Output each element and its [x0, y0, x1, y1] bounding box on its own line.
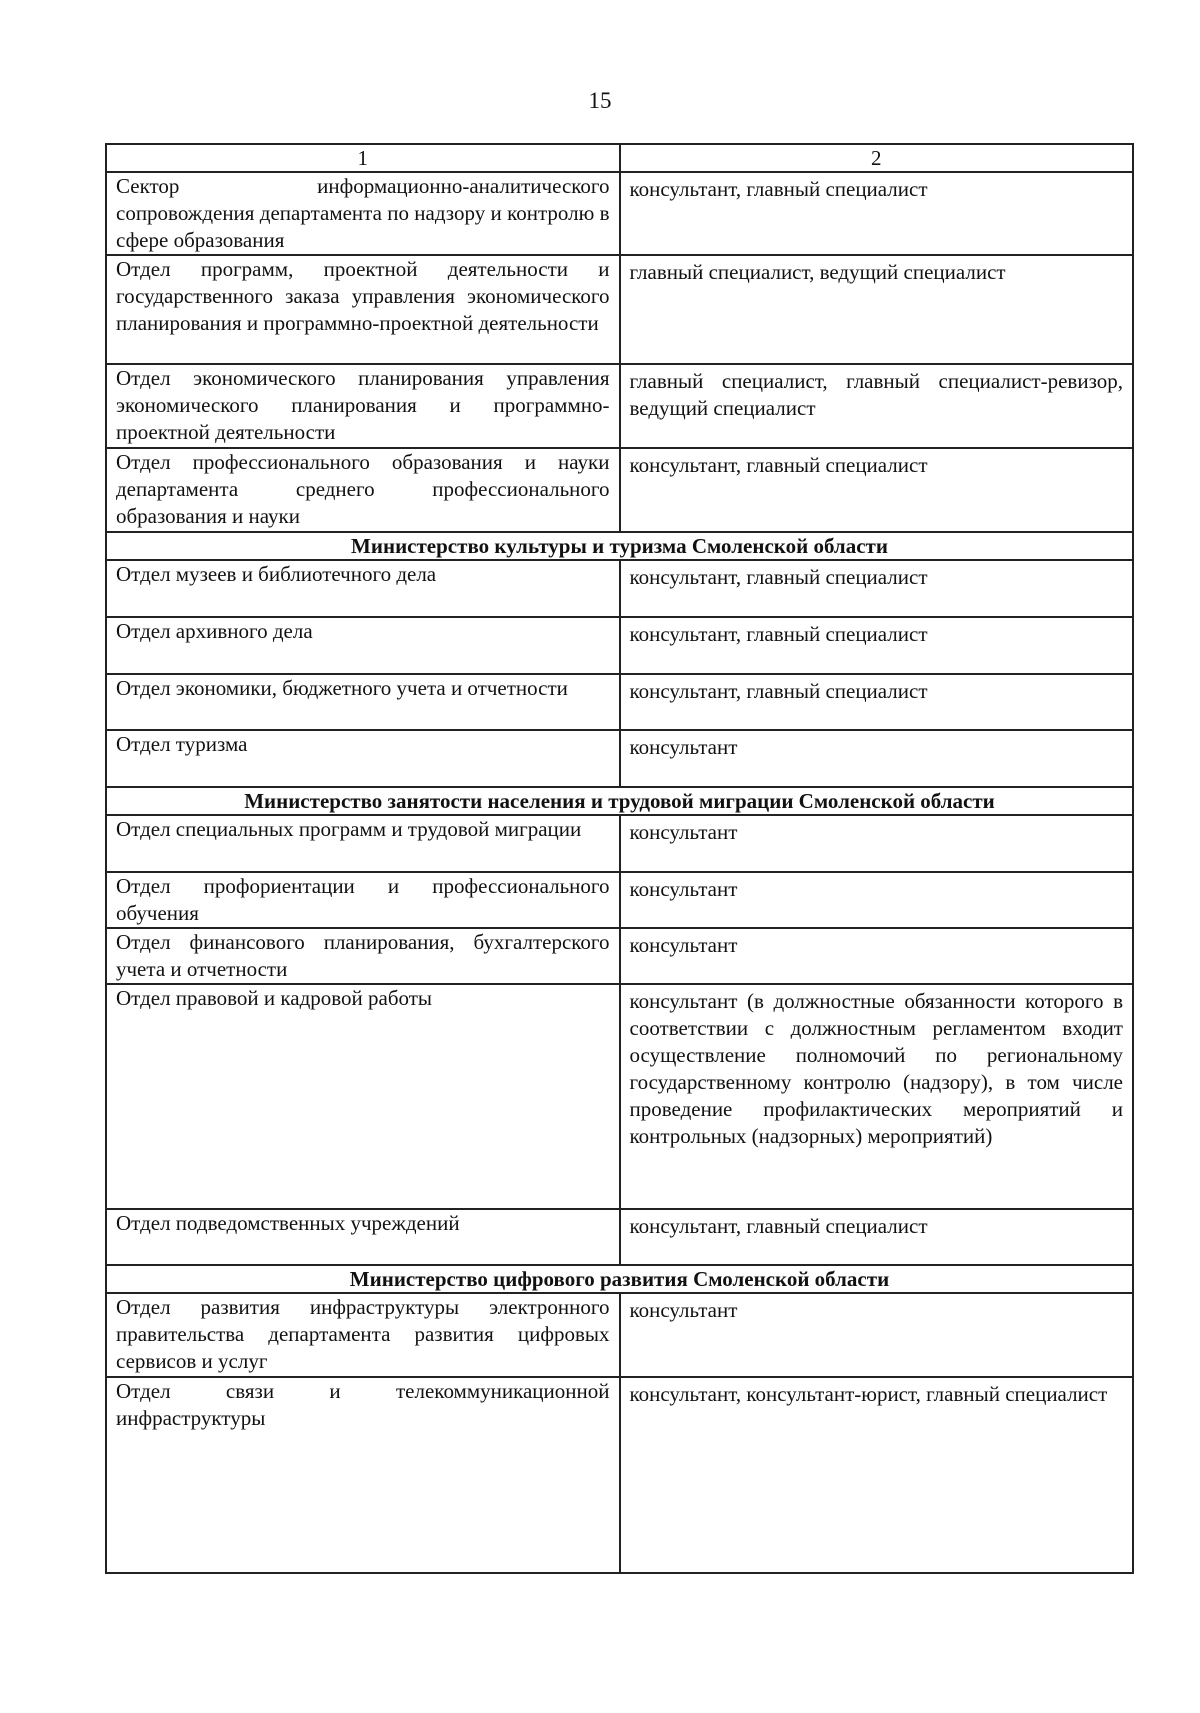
positions-cell: консультант, главный специалист [620, 560, 1134, 617]
department-cell: Отдел финансового планирования, бухгалтерского учета и отчетности [106, 928, 620, 984]
department-cell: Отдел экономического планирования управления экономического планирования и программно-проектной деятельности [106, 364, 620, 448]
positions-cell: консультант, главный специалист [620, 674, 1134, 730]
positions-cell: консультант [620, 928, 1134, 984]
section-heading-row [106, 787, 1133, 815]
table-row [106, 172, 1133, 255]
table-row [106, 1209, 1133, 1265]
positions-cell: консультант, главный специалист [620, 172, 1134, 255]
positions-cell: главный специалист, главный специалист-ревизор, ведущий специалист [620, 364, 1134, 448]
department-cell: Отдел развития инфраструктуры электронного правительства департамента развития цифровых сервисов и услуг [106, 1293, 620, 1377]
table-row [106, 617, 1133, 674]
positions-cell: главный специалист, ведущий специалист [620, 255, 1134, 364]
table-row [106, 674, 1133, 730]
positions-cell: консультант, главный специалист [620, 448, 1134, 532]
department-cell: Отдел правовой и кадровой работы [106, 984, 620, 1209]
positions-table [105, 143, 1134, 1574]
table-row [106, 872, 1133, 928]
positions-cell: консультант, главный специалист [620, 1209, 1134, 1265]
department-cell: Отдел подведомственных учреждений [106, 1209, 620, 1265]
positions-cell: консультант [620, 815, 1134, 872]
page-number: 15 [588, 88, 612, 113]
table-row [106, 815, 1133, 872]
section-heading-row [106, 532, 1133, 560]
department-cell: Отдел архивного дела [106, 617, 620, 674]
positions-cell: консультант [620, 872, 1134, 928]
table-header-row [106, 144, 1133, 172]
table-row [106, 255, 1133, 364]
table-row [106, 1293, 1133, 1377]
department-cell: Отдел туризма [106, 730, 620, 787]
section-heading: Министерство культуры и туризма Смоленской области [106, 532, 1133, 560]
department-cell: Отдел профессионального образования и науки департамента среднего профессионального образования и науки [106, 448, 620, 532]
department-cell: Отдел программ, проектной деятельности и государственного заказа управления экономического планирования и программно-проектной деятельности [106, 255, 620, 364]
table-row [106, 560, 1133, 617]
department-cell: Отдел связи и телекоммуникационной инфраструктуры [106, 1377, 620, 1573]
section-heading: Министерство занятости населения и трудовой миграции Смоленской области [106, 787, 1133, 815]
column-header-1: 1 [106, 144, 620, 172]
table-row [106, 730, 1133, 787]
department-cell: Отдел профориентации и профессионального обучения [106, 872, 620, 928]
column-header-2: 2 [620, 144, 1134, 172]
section-heading-row [106, 1265, 1133, 1293]
table-row [106, 984, 1133, 1209]
positions-cell: консультант [620, 1293, 1134, 1377]
department-cell: Отдел музеев и библиотечного дела [106, 560, 620, 617]
department-cell: Отдел экономики, бюджетного учета и отчетности [106, 674, 620, 730]
table-row [106, 928, 1133, 984]
department-cell: Отдел специальных программ и трудовой миграции [106, 815, 620, 872]
table-row [106, 364, 1133, 448]
section-heading: Министерство цифрового развития Смоленской области [106, 1265, 1133, 1293]
positions-cell: консультант [620, 730, 1134, 787]
table-row [106, 1377, 1133, 1573]
department-cell: Сектор информационно-аналитического сопровождения департамента по надзору и контролю в сфере образования [106, 172, 620, 255]
positions-cell: консультант, главный специалист [620, 617, 1134, 674]
positions-cell: консультант (в должностные обязанности которого в соответствии с должностным регламентом входит осуществление полномочий по региональному государственному контролю (надзору), в том числе проведение профилактических мероприятий и контрольных (надзорных) мероприятий) [620, 984, 1134, 1209]
table-row [106, 448, 1133, 532]
positions-cell: консультант, консультант-юрист, главный специалист [620, 1377, 1134, 1573]
